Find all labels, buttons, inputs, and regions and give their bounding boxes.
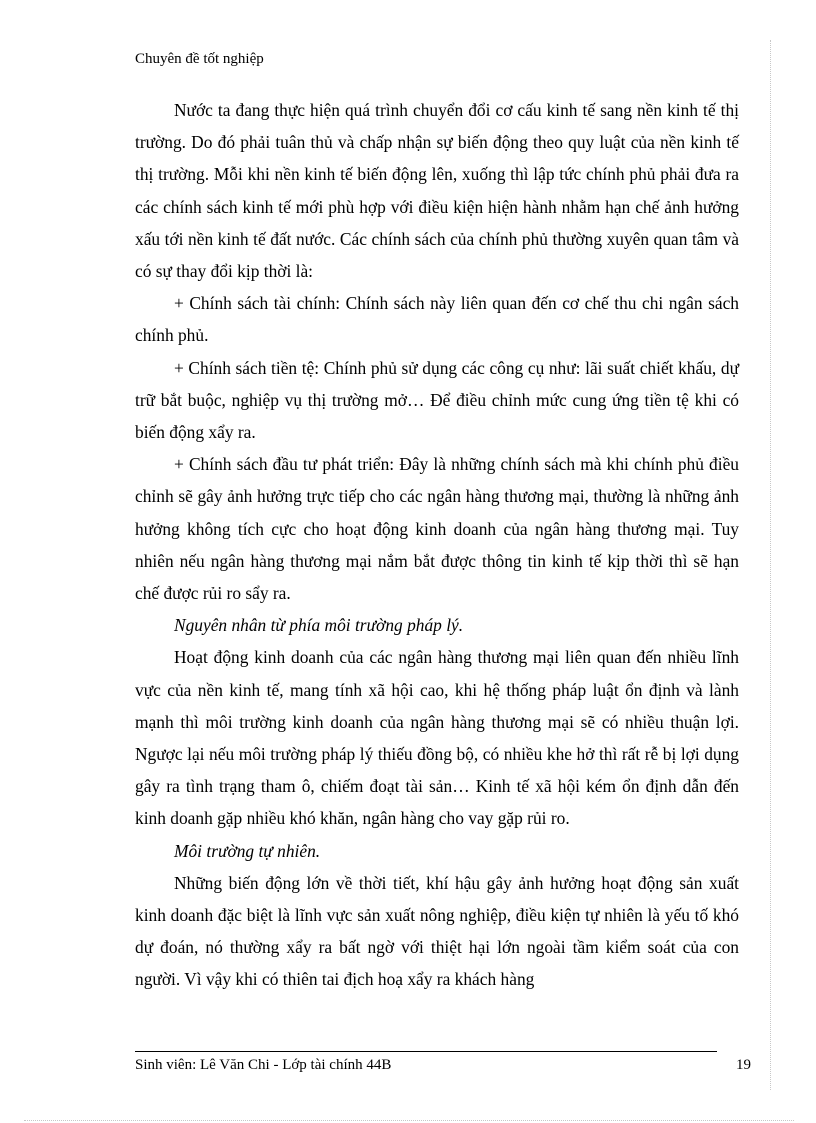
page-number: 19 <box>736 1057 751 1073</box>
page-bottom-border <box>24 1120 794 1121</box>
footer-text: Sinh viên: Lê Văn Chi - Lớp tài chính 44B <box>135 1057 392 1073</box>
paragraph-economic-transition: Nước ta đang thực hiện quá trình chuyển đổi cơ cấu kinh tế sang nền kinh tế thị trường. Do đó phải tuân thủ và chấp nhận sự biến động theo quy luật của nền kinh tế thị trường. Mỗi khi nền kinh tế biến động lên, xuống thì lập tức chính phủ phải đưa ra các chính sách kinh tế mới phù hợp với điều kiện hiện hành nhằm hạn chế ảnh hưởng xấu tới nền kinh tế đất nước. Các chính sách của chính phủ thường xuyên quan tâm và có sự thay đổi kịp thời là: <box>135 100 739 282</box>
body-text <box>135 94 739 996</box>
paragraph-natural-environment: Những biến động lớn về thời tiết, khí hậu gây ảnh hưởng hoạt động sản xuất kinh doanh đặc biệt là lĩnh vực sản xuất nông nghiệp, điều kiện tự nhiên là yếu tố khó dự đoán, nó thường xẩy ra bất ngờ với thiệt hại lớn ngoài tầm kiểm soát của con người. Vì vậy khi có thiên tai địch hoạ xẩy ra khách hàng <box>135 872 739 990</box>
subheading-legal-environment: Nguyên nhân từ phía môi trường pháp lý. <box>174 615 464 636</box>
subheading-natural-environment: Môi trường tự nhiên. <box>174 840 321 861</box>
paragraph-monetary-policy: + Chính sách tiền tệ: Chính phủ sử dụng các công cụ như: lãi suất chiết khấu, dự trữ bắt buộc, nghiệp vụ thị trường mở… Để điều chỉnh mức cung ứng tiền tệ khi có biến động xẩy ra. <box>135 357 739 443</box>
paragraph-legal-environment: Hoạt động kinh doanh của các ngân hàng thương mại liên quan đến nhiều lĩnh vực của nền kinh tế, mang tính xã hội cao, khi hệ thống pháp luật ổn định và lành mạnh thì môi trường kinh doanh của ngân hàng thương mại sẽ có nhiều thuận lợi. Ngược lại nếu môi trường pháp lý thiếu đồng bộ, có nhiều khe hở thì rất rễ bị lợi dụng gây ra tình trạng tham ô, chiếm đoạt tài sản… Kinh tế xã hội kém ổn định dẫn đến kinh doanh gặp nhiều khó khăn, ngân hàng cho vay gặp rủi ro. <box>135 647 739 829</box>
page-right-border <box>770 40 771 1090</box>
page-header: Chuyên đề tốt nghiệp <box>135 51 264 67</box>
footer-divider <box>135 1051 717 1052</box>
paragraph-investment-policy: + Chính sách đầu tư phát triển: Đây là những chính sách mà khi chính phủ điều chỉnh sẽ gây ảnh hưởng trực tiếp cho các ngân hàng thương mại, thường là những ảnh hưởng không tích cực cho hoạt động kinh doanh của ngân hàng thương mại. Tuy nhiên nếu ngân hàng thương mại nắm bắt được thông tin kinh tế kịp thời thì sẽ hạn chế được rủi ro sẩy ra. <box>135 454 739 604</box>
paragraph-fiscal-policy: + Chính sách tài chính: Chính sách này liên quan đến cơ chế thu chi ngân sách chính phủ. <box>135 293 739 346</box>
